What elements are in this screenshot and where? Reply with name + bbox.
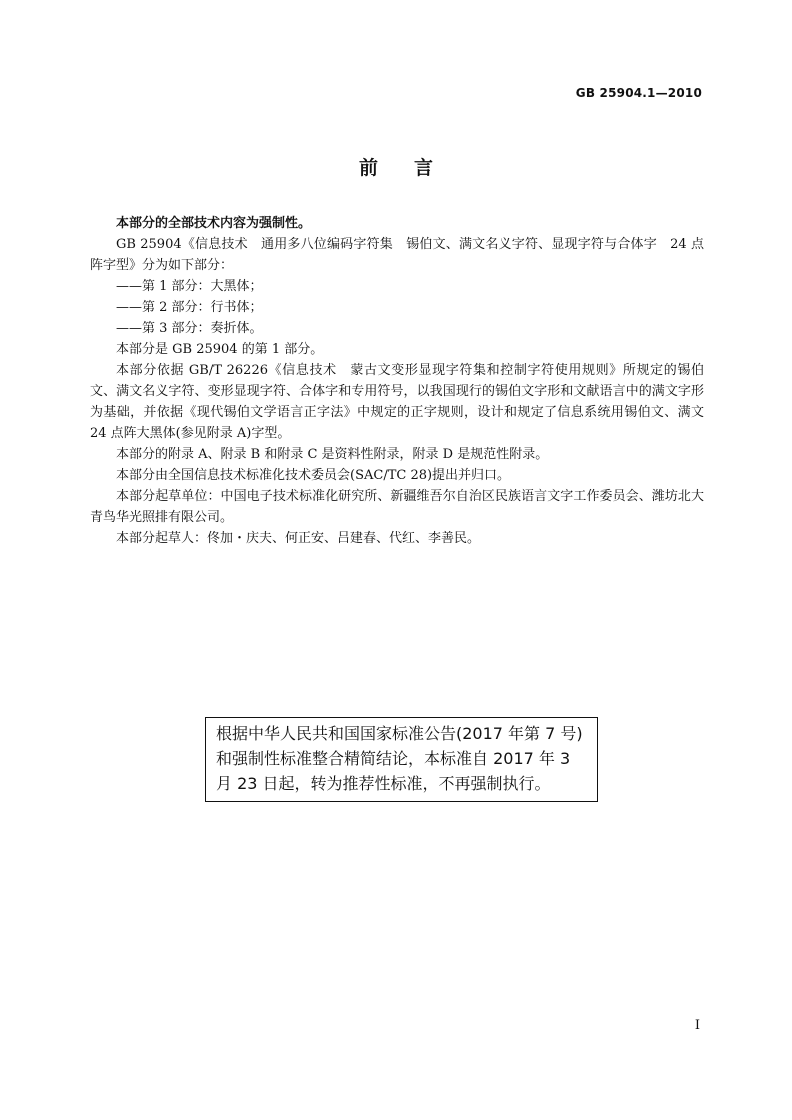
foreword-body [90,213,704,549]
standard-code: GB 25904.1—2010 [575,86,702,100]
status-notice-box: 根据中华人民共和国国家标准公告(2017 年第 7 号)和强制性标准整合精简结论，本标准自 2017 年 3 月 23 日起，转为推荐性标准，不再强制执行。 [205,717,598,802]
list-item-part-2: ——第 2 部分：行书体； [116,300,263,315]
paragraph-appendices: 本部分的附录 A、附录 B 和附录 C 是资料性附录，附录 D 是规范性附录。 [116,447,549,462]
page-title: 前言 [358,157,469,179]
paragraph-parts-intro: GB 25904《信息技术 通用多八位编码字符集 锡伯文、满文名义字符、显现字符与合体字 24 点阵字型》分为如下部分： [90,237,704,273]
list-item-part-1: ——第 1 部分：大黑体； [116,279,263,294]
paragraph-drafters: 本部分起草人：佟加・庆夫、何正安、吕建春、代红、李善民。 [116,531,481,546]
page-number: I [694,1018,700,1033]
paragraph-proposer: 本部分由全国信息技术标准化技术委员会(SAC/TC 28)提出并归口。 [116,468,511,483]
paragraph-part-statement: 本部分是 GB 25904 的第 1 部分。 [116,342,324,357]
paragraph-drafting-units: 本部分起草单位：中国电子技术标准化研究所、新疆维吾尔自治区民族语言文字工作委员会、潍坊北大青鸟华光照排有限公司。 [90,489,704,525]
list-item-part-3: ——第 3 部分：奏折体。 [116,321,263,336]
paragraph-basis: 本部分依据 GB/T 26226《信息技术 蒙古文变形显现字符集和控制字符使用规则》所规定的锡伯文、满文名义字符、变形显现字符、合体字和专用符号，以我国现行的锡伯文字形和文献语言中的满文字形为基础，并依据《现代锡伯文学语言正字法》中规定的正字规则，设计和规定了信息系统用锡伯文、满文 24 点阵大黑体(参见附录 A)字型。 [90,363,704,441]
mandatory-statement: 本部分的全部技术内容为强制性。 [116,216,312,231]
